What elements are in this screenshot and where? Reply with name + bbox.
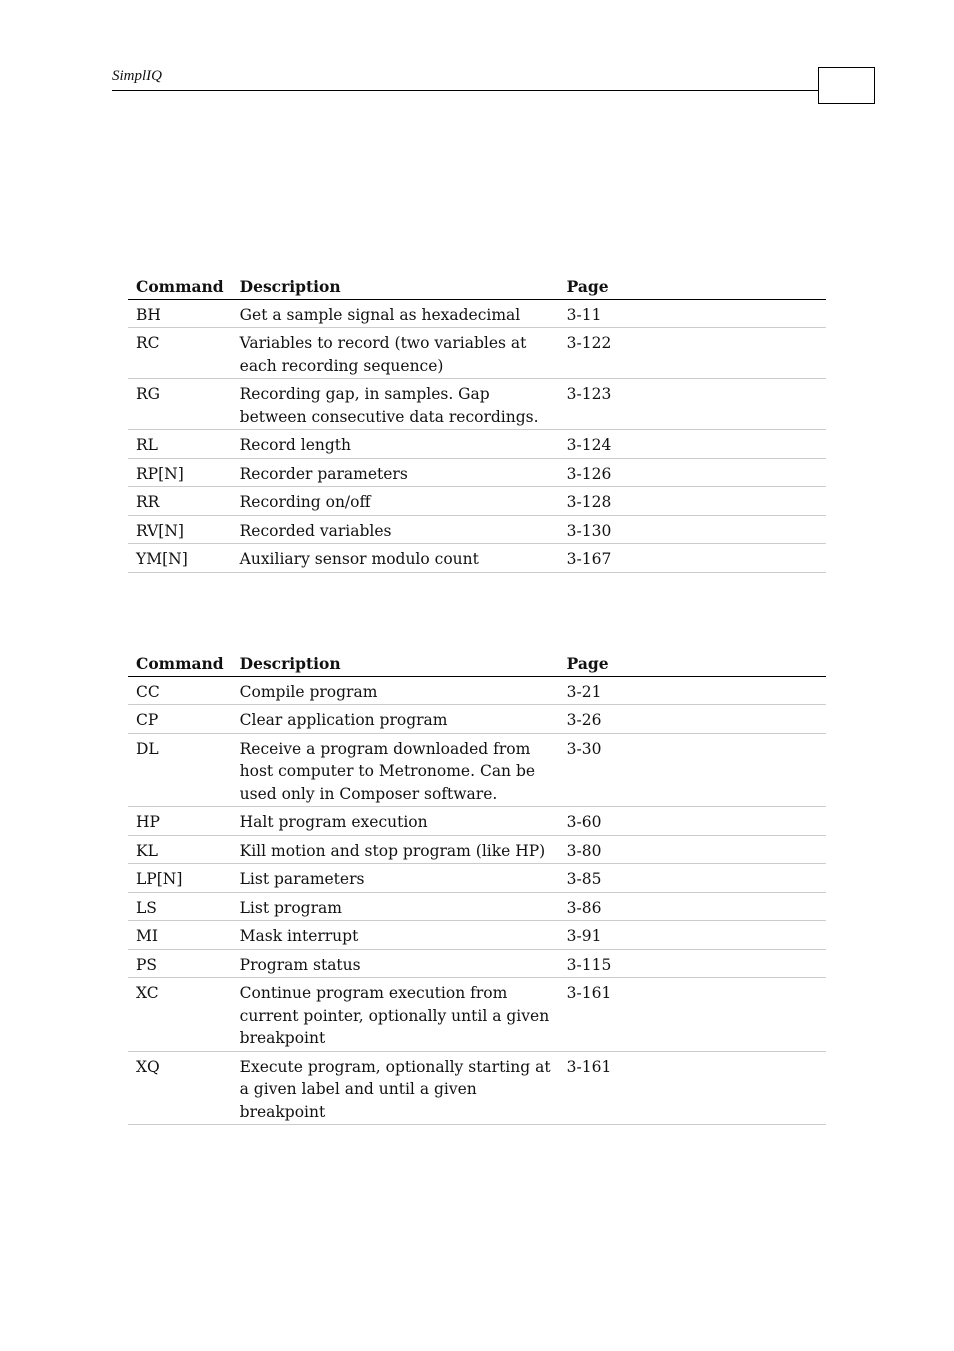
command-cell: PS — [128, 949, 232, 978]
description-cell: Clear application program — [232, 705, 559, 734]
header-row — [128, 653, 826, 676]
command-cell: RG — [128, 379, 232, 430]
page-cell: 3-130 — [559, 515, 826, 544]
header-title: SimplIQ — [112, 68, 162, 84]
column-header-page: Page — [559, 276, 826, 299]
column-header-page: Page — [559, 653, 826, 676]
table-row — [128, 807, 826, 836]
page-cell: 3-60 — [559, 807, 826, 836]
command-cell: HP — [128, 807, 232, 836]
page-cell: 3-11 — [559, 299, 826, 328]
column-header-command: Command — [128, 653, 232, 676]
command-cell: KL — [128, 835, 232, 864]
description-cell: Program status — [232, 949, 559, 978]
command-cell: CC — [128, 676, 232, 705]
header-rule — [112, 90, 819, 91]
column-header-description: Description — [232, 653, 559, 676]
description-cell: Recorded variables — [232, 515, 559, 544]
table-row — [128, 379, 826, 430]
table-body — [128, 676, 826, 1125]
table-row — [128, 705, 826, 734]
table-row — [128, 864, 826, 893]
page-cell: 3-85 — [559, 864, 826, 893]
command-cell: BH — [128, 299, 232, 328]
page-cell: 3-80 — [559, 835, 826, 864]
page-cell: 3-30 — [559, 733, 826, 807]
description-cell: Record length — [232, 430, 559, 459]
description-cell: List program — [232, 892, 559, 921]
table-row — [128, 949, 826, 978]
description-cell: Recorder parameters — [232, 458, 559, 487]
description-cell: List parameters — [232, 864, 559, 893]
page-cell: 3-26 — [559, 705, 826, 734]
command-cell: LP[N] — [128, 864, 232, 893]
page-cell: 3-124 — [559, 430, 826, 459]
page-cell: 3-128 — [559, 487, 826, 516]
description-cell: Compile program — [232, 676, 559, 705]
table-row — [128, 487, 826, 516]
column-header-description: Description — [232, 276, 559, 299]
description-cell: Kill motion and stop program (like HP) — [232, 835, 559, 864]
description-cell: Get a sample signal as hexadecimal — [232, 299, 559, 328]
command-cell: DL — [128, 733, 232, 807]
description-cell: Continue program execution from current pointer, optionally until a given breakpoint — [232, 978, 559, 1052]
page-cell: 3-161 — [559, 1051, 826, 1125]
page-cell: 3-86 — [559, 892, 826, 921]
page-cell: 3-122 — [559, 328, 826, 379]
table-row — [128, 515, 826, 544]
command-cell: LS — [128, 892, 232, 921]
page-number-box — [818, 67, 875, 104]
command-cell: CP — [128, 705, 232, 734]
table-row — [128, 544, 826, 573]
table-row — [128, 299, 826, 328]
recorder-commands-table — [128, 276, 826, 573]
page-cell: 3-161 — [559, 978, 826, 1052]
description-cell: Execute program, optionally starting at a given label and until a given breakpoint — [232, 1051, 559, 1125]
table-row — [128, 430, 826, 459]
page-cell: 3-115 — [559, 949, 826, 978]
table-row — [128, 458, 826, 487]
table-row — [128, 892, 826, 921]
command-cell: RL — [128, 430, 232, 459]
description-cell: Receive a program downloaded from host computer to Metronome. Can be used only in Composer software. — [232, 733, 559, 807]
table-body — [128, 299, 826, 572]
description-cell: Halt program execution — [232, 807, 559, 836]
table-row — [128, 328, 826, 379]
command-cell: RP[N] — [128, 458, 232, 487]
table-row — [128, 1051, 826, 1125]
program-commands-table — [128, 653, 826, 1125]
page-cell: 3-126 — [559, 458, 826, 487]
command-cell: MI — [128, 921, 232, 950]
column-header-command: Command — [128, 276, 232, 299]
description-cell: Variables to record (two variables at each recording sequence) — [232, 328, 559, 379]
description-cell: Recording gap, in samples. Gap between consecutive data recordings. — [232, 379, 559, 430]
page-cell: 3-167 — [559, 544, 826, 573]
table-row — [128, 921, 826, 950]
table-row — [128, 676, 826, 705]
header-row — [128, 276, 826, 299]
command-cell: XQ — [128, 1051, 232, 1125]
command-cell: YM[N] — [128, 544, 232, 573]
description-cell: Recording on/off — [232, 487, 559, 516]
description-cell: Mask interrupt — [232, 921, 559, 950]
page-cell: 3-123 — [559, 379, 826, 430]
table-row — [128, 835, 826, 864]
table-row — [128, 978, 826, 1052]
table-row — [128, 733, 826, 807]
command-cell: XC — [128, 978, 232, 1052]
command-cell: RR — [128, 487, 232, 516]
table-header — [128, 276, 826, 299]
description-cell: Auxiliary sensor modulo count — [232, 544, 559, 573]
command-cell: RV[N] — [128, 515, 232, 544]
page-cell: 3-21 — [559, 676, 826, 705]
page-cell: 3-91 — [559, 921, 826, 950]
table-header — [128, 653, 826, 676]
command-cell: RC — [128, 328, 232, 379]
